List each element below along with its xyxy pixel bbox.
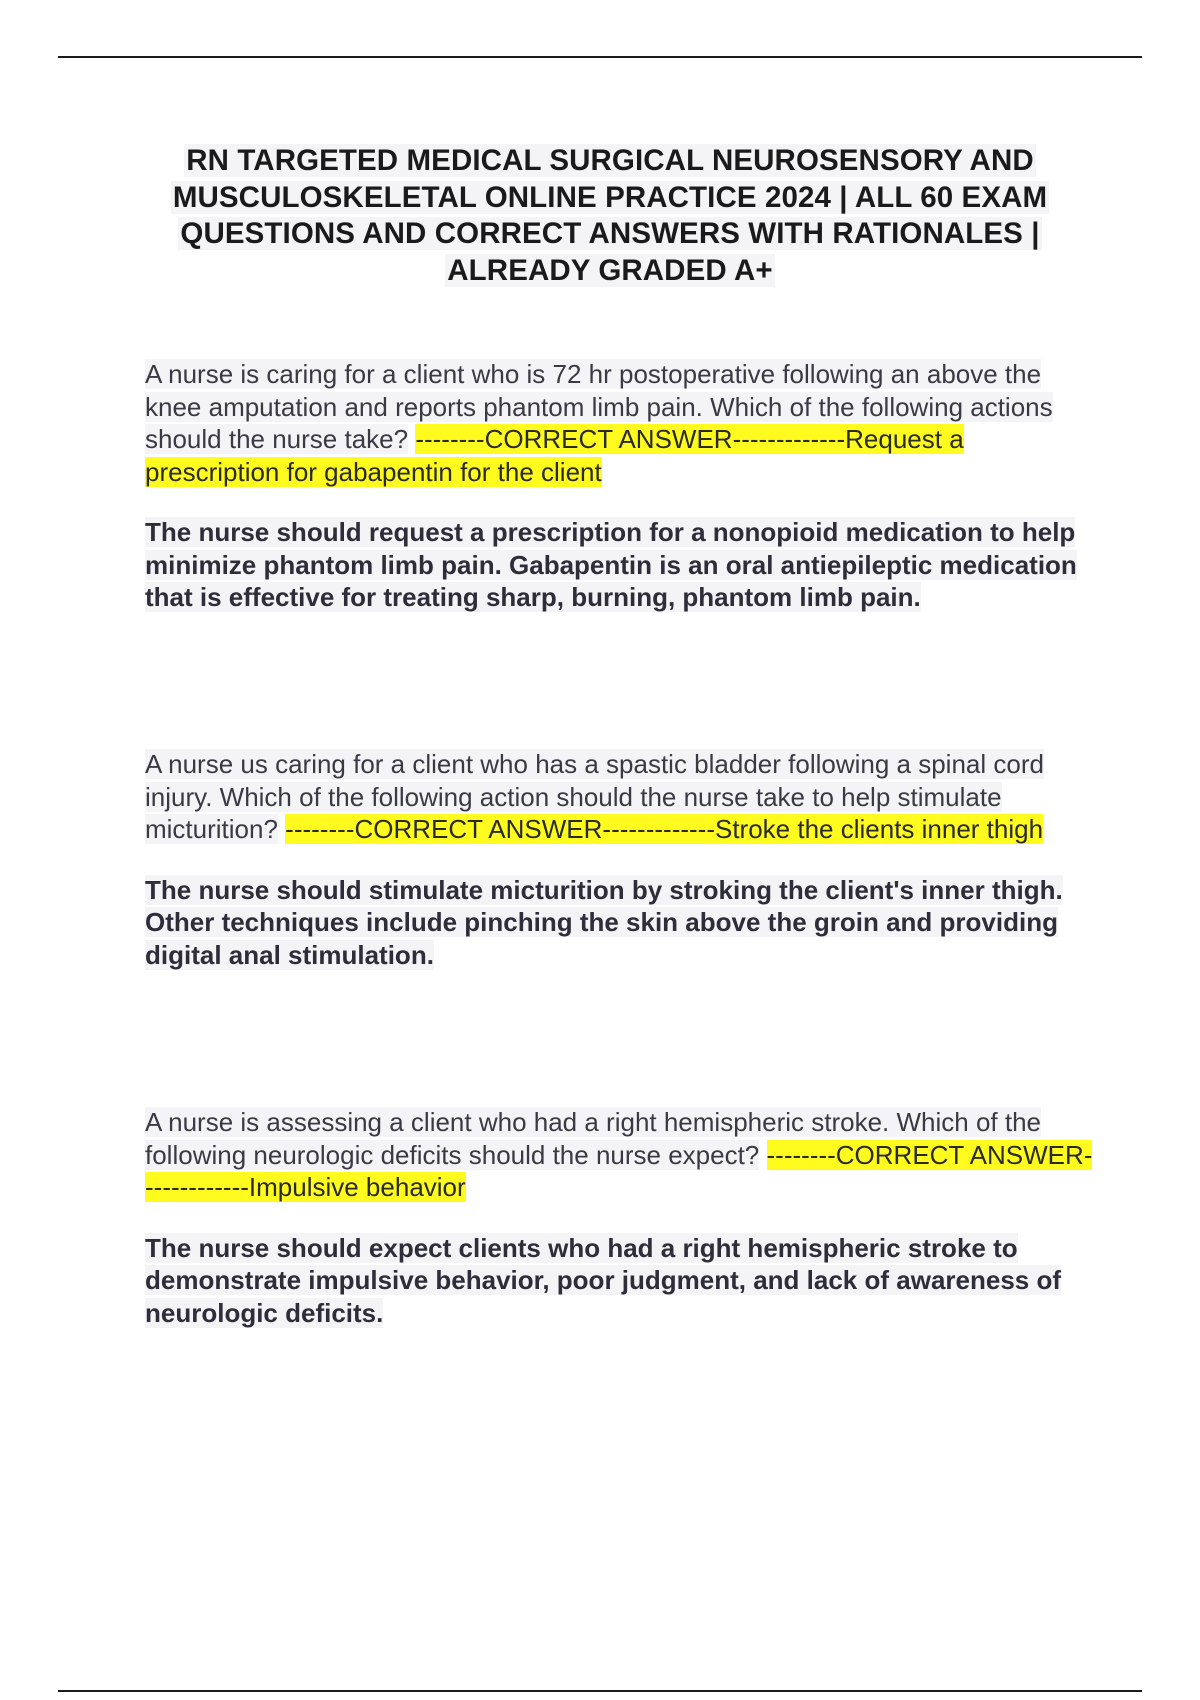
question-1-text: A nurse is caring for a client who is 72 hr postoperative following an above the knee amputation and reports phantom limb pain. Which of the following actions should the nurse take? (145, 359, 1053, 454)
rationale-2: The nurse should stimulate micturition by stroking the client's inner thigh. Other techniques include pinching the skin above the groin and providing digital anal stimulation. (145, 874, 1063, 970)
question-2 (145, 748, 1095, 846)
qa-item-3 (145, 1106, 1095, 1329)
qa-item-1 (145, 358, 1095, 614)
question-2-text: A nurse us caring for a client who has a spastic bladder following a spinal cord injury. Which of the following action should the nurse take to help stimulate micturition? (145, 749, 1044, 844)
question-3 (145, 1106, 1095, 1204)
question-3-text: A nurse is assessing a client who had a right hemispheric stroke. Which of the following neurologic deficits should the nurse expect? (145, 1107, 1041, 1170)
rationale-1: The nurse should request a prescription for a nonopioid medication to help minimize phantom limb pain. Gabapentin is an oral antiepileptic medication that is effective for treating sharp, burning, phantom limb pain. (145, 517, 1077, 612)
correct-answer-2: --------CORRECT ANSWER-------------Stroke the clients inner thigh (285, 814, 1044, 844)
bottom-rule (58, 1690, 1142, 1692)
qa-item-2 (145, 748, 1095, 971)
correct-answer-3: --------CORRECT ANSWER-------------Impulsive behavior (145, 1139, 1093, 1202)
rationale-3: The nurse should expect clients who had a right hemispheric stroke to demonstrate impulsive behavior, poor judgment, and lack of awareness of neurologic deficits. (145, 1232, 1062, 1328)
question-1 (145, 358, 1095, 488)
document-title: RN TARGETED MEDICAL SURGICAL NEUROSENSORY AND MUSCULOSKELETAL ONLINE PRACTICE 2024 | ALL 60 EXAM QUESTIONS AND CORRECT ANSWERS WITH RATIONALES | ALREADY GRADED A+ (172, 144, 1048, 287)
top-rule (58, 56, 1142, 58)
correct-answer-1: --------CORRECT ANSWER-------------Request a prescription for gabapentin for the client (145, 424, 964, 487)
